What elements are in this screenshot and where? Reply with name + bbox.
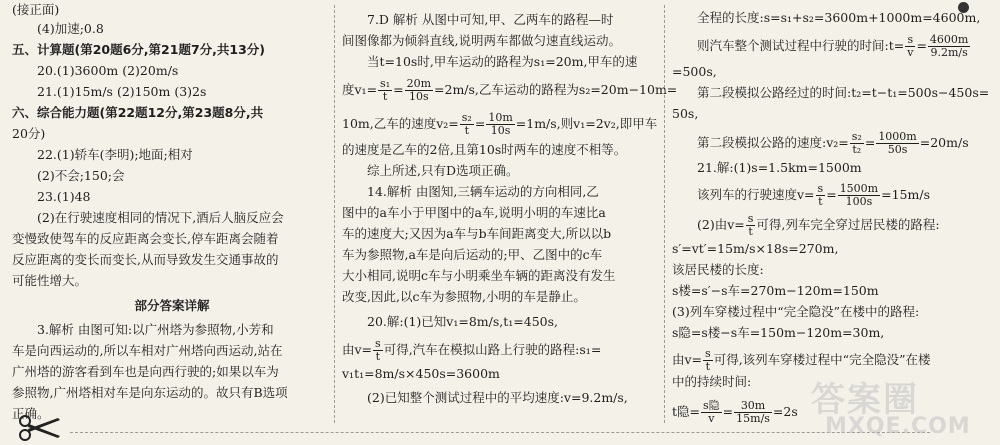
formula-line: [672, 348, 930, 373]
explanation-line: 车的速度大;又因为a车与b车间距离变大,所以以b: [342, 226, 612, 241]
numerator: 1000m: [878, 130, 917, 143]
watermark-url: MXQE.COM: [825, 414, 971, 439]
formula-text: =: [393, 82, 404, 97]
answer-paragraph-line: 变慢致使驾车的反应距离会变长,停车距离会随着: [12, 231, 279, 246]
explanation-line: 正确。: [12, 406, 50, 421]
explanation-line: 当t=10s时,甲车运动的路程为s₁=20m,甲车的速: [367, 54, 638, 69]
formula-text: =2m/s,乙车运动的路程为s₂=20m−10m=: [434, 82, 678, 97]
solution-line: s隐=s楼−s车=150m−120m=30m,: [672, 325, 885, 340]
formula-text: (2)由v=: [697, 217, 745, 232]
numerator: s: [705, 347, 711, 360]
solution-line: s′=vt′=15m/s×18s=270m,: [672, 241, 839, 256]
explanation-line: 参照物,广州塔相对车是向东运动的。故只有B选项: [12, 385, 288, 400]
denominator: t₂: [852, 143, 862, 156]
formula-line: [672, 400, 798, 425]
numerator: s: [817, 182, 824, 195]
denominator: 100s: [845, 195, 873, 208]
fraction: [486, 112, 514, 137]
explanation-line: 车为参照物,a车是向后运动的;甲、乙图中的c车: [342, 247, 603, 262]
denominator: t: [705, 360, 711, 373]
numerator: s: [905, 34, 915, 47]
solution-line: (3)列车穿楼过程中“完全隐没”在楼中的路程:: [672, 304, 920, 319]
solution-line: 50s,: [672, 106, 699, 121]
formula-text: =: [474, 116, 486, 131]
numerator: s隐: [703, 399, 720, 412]
formula-text: 第二段模拟公路的速度:v₂=: [697, 135, 849, 150]
formula-text: 可得,列车完全穿过居民楼的路程:: [756, 217, 940, 232]
explanation-line: 间图像都为倾斜直线,说明两车都做匀速直线运动。: [342, 33, 621, 48]
answer-line: 21.(1)15m/s (2)150m (3)2s: [37, 84, 207, 99]
numerator: 10m: [488, 111, 513, 124]
explanation-line: 广州塔的游客看到车也是向西行驶的;如果以车为: [12, 364, 279, 379]
fraction: [703, 348, 713, 373]
answer-line: 22.(1)轿车(李明);地面;相对: [37, 147, 193, 162]
solution-line: (2)已知整个测试过程中的平均速度:v=9.2m/s,: [367, 390, 628, 405]
formula-line: [672, 183, 930, 208]
formula-text: 则汽车整个测试过程中行驶的时间:t=: [697, 38, 905, 53]
denominator: t: [748, 225, 753, 238]
explanation-line: 车是向西运动的,所以车相对广州塔向西运动,站在: [12, 343, 283, 358]
answer-line: (2)不会;150;会: [37, 168, 125, 183]
denominator: 10s: [408, 90, 429, 103]
formula-text: 10m,乙车的速度v₂=: [342, 116, 459, 131]
numerator: 1500m: [839, 182, 879, 195]
formula-line: [342, 338, 601, 363]
denominator: v: [708, 412, 715, 425]
numerator: s₂: [461, 111, 472, 124]
formula-text: =: [864, 135, 876, 150]
fraction: [378, 78, 392, 103]
denominator: 10s: [490, 124, 511, 137]
solution-line: 中的持续时间:: [672, 374, 752, 389]
denominator: 50s: [887, 143, 908, 156]
denominator: t: [818, 195, 823, 208]
solution-line: v₁t₁=8m/s×450s=3600m: [342, 366, 500, 381]
answer-line: 23.(1)48: [37, 189, 91, 204]
solution-line: 20.解:(1)已知v₁=8m/s,t₁=450s,: [367, 314, 559, 329]
explanation-line: 大小相同,说明c车与小明乘坐车辆的距离没有发生: [342, 268, 616, 283]
explanation-line: 综上所述,只有D选项正确。: [367, 163, 519, 178]
fraction: [816, 183, 826, 208]
explanation-line: 3.解析 由图可知:以广州塔为参照物,小芳和: [37, 322, 274, 337]
solution-line: 第二段模拟公路经过的时间:t₂=t−t₁=500s−450s=: [697, 85, 990, 100]
formula-line: [342, 112, 657, 137]
formula-text: =15m/s: [881, 187, 930, 202]
column-divider: [334, 5, 335, 423]
formula-line: [342, 78, 677, 103]
cut-line: [70, 432, 930, 433]
numerator: s₁: [380, 77, 391, 90]
fraction: [701, 400, 722, 425]
denominator: t: [382, 90, 388, 103]
formula-line: [672, 131, 969, 156]
denominator: v: [907, 46, 914, 59]
solution-line: =500s,: [672, 64, 717, 79]
fraction: [734, 400, 772, 425]
formula-text: =1m/s,则v₁=2v₂,即甲车: [515, 116, 658, 131]
formula-line: [672, 34, 971, 59]
section-heading: 五、计算题(第20题6分,第21题7分,共13分): [12, 42, 266, 57]
answer-paragraph-line: 可能性增大。: [12, 273, 88, 288]
fraction: [876, 131, 918, 156]
numerator: 20m: [406, 77, 432, 90]
solution-line: 21.解:(1)s=1.5km=1500m: [697, 160, 862, 175]
denominator: 15m/s: [736, 412, 770, 425]
numerator: s: [375, 337, 381, 350]
column-divider: [664, 5, 665, 423]
section-heading: 六、综合能力题(第22题12分,第23题8分,共: [12, 105, 264, 120]
explanation-line: 的速度是乙车的2倍,且第10s时两车的速度不相等。: [342, 142, 627, 157]
numerator: s₂: [851, 130, 862, 143]
solution-line: 全程的长度:s=s₁+s₂=3600m+1000m=4600m,: [697, 10, 981, 25]
solution-line: 该居民楼的长度:: [672, 262, 764, 277]
formula-text: 可得,该列车穿楼过程中“完全隐没”在楼: [713, 352, 931, 367]
formula-text: 度v₁=: [342, 82, 378, 97]
denominator: t: [464, 124, 470, 137]
fraction: [850, 131, 864, 156]
explanation-heading: 部分答案详解: [134, 298, 210, 313]
scissors-icon: [18, 414, 62, 442]
fraction: [905, 34, 915, 59]
denominator: t: [375, 350, 381, 363]
formula-text: =: [916, 38, 927, 53]
denominator: 9.2m/s: [930, 46, 968, 59]
formula-text: =: [722, 404, 734, 419]
answer-line: 20.(1)3600m (2)20m/s: [37, 63, 179, 78]
formula-text: =2s: [772, 404, 798, 419]
answer-paragraph-line: (2)在行驶速度相同的情况下,酒后人脑反应会: [37, 210, 284, 225]
fraction: [373, 338, 383, 363]
formula-text: 可得,汽车在模拟山路上行驶的路程:s₁=: [383, 342, 602, 357]
explanation-line: 图中的a车小于甲图中的a车,说明小明的车速比a: [342, 205, 606, 220]
formula-text: 由v=: [672, 352, 703, 367]
numerator: 30m: [734, 400, 772, 413]
formula-text: t隐=: [672, 404, 700, 419]
watermark-logo: [805, 372, 990, 444]
formula-text: =20m/s: [919, 135, 969, 150]
formula-text: 由v=: [342, 342, 373, 357]
fraction: [838, 183, 880, 208]
fraction: [405, 78, 433, 103]
formula-text: 该列车的行驶速度v=: [697, 187, 815, 202]
formula-text: =: [826, 187, 837, 202]
fraction: [460, 112, 474, 137]
fraction: [746, 213, 756, 238]
explanation-line: 改变,因此,以c车为参照物,小明的车是静止。: [342, 289, 586, 304]
solution-line: s楼=s′−s车=270m−120m=150m: [672, 283, 879, 298]
answer-paragraph-line: 反应距离的变长而变长,从而导致发生交通事故的: [12, 252, 279, 267]
formula-line: [672, 213, 940, 238]
explanation-line: 14.解析 由图知,三辆车运动的方向相同,乙: [367, 184, 599, 199]
section-heading-cont: 20分): [12, 126, 46, 141]
answer-line: (4)加速;0.8: [37, 21, 104, 36]
numerator: s: [747, 212, 754, 225]
explanation-line: 7.D 解析 从图中可知,甲、乙两车的路程—时: [367, 12, 614, 27]
continued-note: (接正面): [12, 2, 60, 17]
numerator: 4600m: [929, 33, 969, 46]
fraction: [928, 34, 970, 59]
watermark-text: 答案圈: [811, 380, 919, 420]
